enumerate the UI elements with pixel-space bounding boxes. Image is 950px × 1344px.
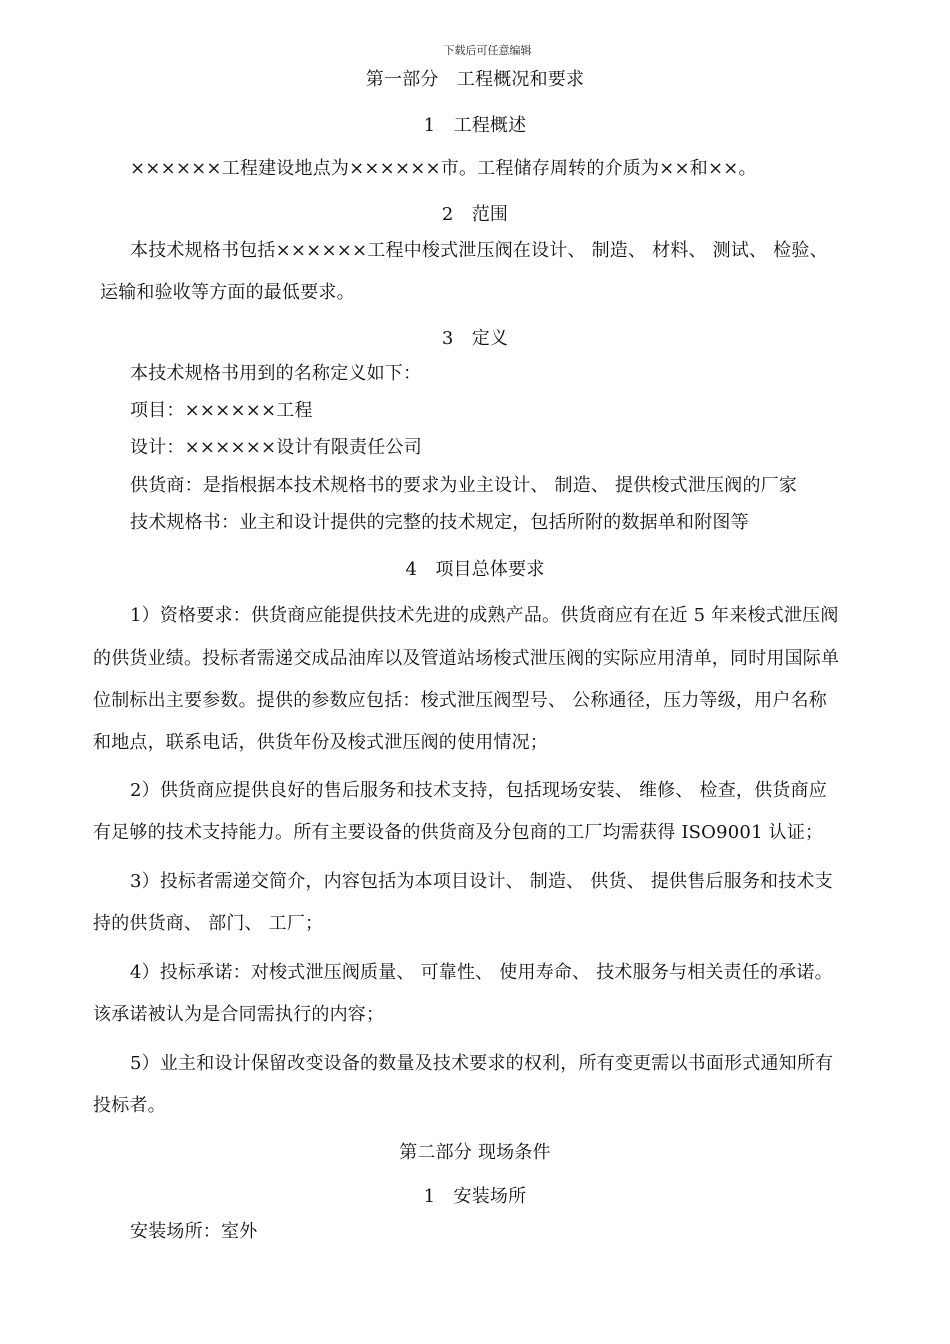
section3-intro: 本技术规格书用到的名称定义如下： [130,363,422,384]
paragraph5-line: 投标者。 [93,1095,166,1116]
paragraph5-line: 5）业主和设计保留改变设备的数量及技术要求的权利，所有变更需以书面形式通知所有 [130,1053,834,1074]
definition-item: 技术规格书：业主和设计提供的完整的技术规定，包括所附的数据单和附图等 [130,512,749,533]
header-watermark: 下载后可任意编辑 [443,44,532,57]
definition-item: 设计：××××××设计有限责任公司 [130,437,422,458]
paragraph2-line: 2）供货商应提供良好的售后服务和技术支持，包括现场安装、 维修、 检查，供货商应 [130,780,827,801]
definition-item: 供货商：是指根据本技术规格书的要求为业主设计、 制造、 提供梭式泄压阀的厂家 [130,475,798,496]
part2-section1-text: 安装场所：室外 [130,1221,258,1242]
paragraph3-line: 持的供货商、 部门、 工厂； [93,913,324,934]
section3-heading: 3 定义 [441,328,509,349]
part2-section1-heading: 1 安装场所 [423,1186,527,1207]
section1-text: ××××××工程建设地点为××××××市。工程储存周转的介质为××和××。 [130,158,757,179]
paragraph4-line: 4）投标承诺：对梭式泄压阀质量、 可靠性、 使用寿命、 技术服务与相关责任的承诺。 [130,962,833,983]
section2-line1: 本技术规格书包括××××××工程中梭式泄压阀在设计、 制造、 材料、 测试、 检验、 [130,240,828,261]
part1-title: 第一部分 工程概况和要求 [365,69,585,90]
paragraph3-line: 3）投标者需递交简介，内容包括为本项目设计、 制造、 供货、 提供售后服务和技术支 [130,871,833,892]
paragraph2-line: 有足够的技术支持能力。所有主要设备的供货商及分包商的工厂均需获得 ISO9001 认证； [93,822,824,843]
paragraph1-line: 1）资格要求：供货商应能提供技术先进的成熟产品。供货商应有在近 5 年来梭式泄压阀 [130,605,839,626]
section1-heading: 1 工程概述 [423,115,527,136]
definition-item: 项目：××××××工程 [130,400,313,421]
paragraph1-line: 和地点，联系电话，供货年份及梭式泄压阀的使用情况； [93,732,548,753]
section2-line2: 运输和验收等方面的最低要求。 [100,282,355,303]
section2-heading: 2 范围 [441,204,509,225]
paragraph4-line: 该承诺被认为是合同需执行的内容； [93,1004,385,1025]
part2-title: 第二部分 现场条件 [399,1142,551,1163]
paragraph1-line: 位制标出主要参数。提供的参数应包括：梭式泄压阀型号、 公称通径，压力等级，用户名称 [93,690,827,711]
section4-heading: 4 项目总体要求 [405,559,545,580]
paragraph1-line: 的供货业绩。投标者需递交成品油库以及管道站场梭式泄压阀的实际应用清单，同时用国际单 [93,648,840,669]
